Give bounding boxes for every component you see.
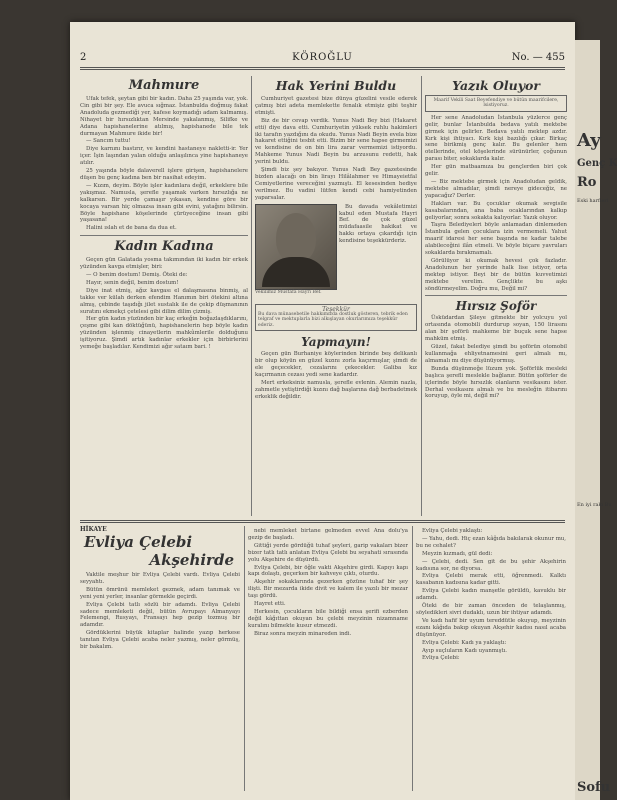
column-middle <box>255 76 417 402</box>
paragraph: Evliya Çelebi merak etti, öğrenmedi. Kalktı kasabanın kadısına kadar gitti. <box>416 573 566 587</box>
article-hak-yerini-buldu <box>255 96 417 202</box>
paragraph: Evliya Çelebi yaklaştı: <box>422 528 483 534</box>
article-title-yazik-oluyor: Yazık Oluyor <box>452 78 540 93</box>
article-hirsiz-sofor <box>425 315 567 400</box>
paragraph: Biraz sonra meyzin minareden indi. <box>254 630 352 637</box>
paragraph: Halini ıslah et de bana da dua et. <box>86 225 177 232</box>
paragraph: Biz de bir cevap verdik. Yunus Nadi Bey bizi (Hakaret etti) diye dava etti. Cumhuriyetin yüksek ruhlu hakimleri iki tarafın yazdığını da okudu. Yunus Nadi Beyin evela bize hakaret ettiğini tesbit etti. Bizim bir sene hapse girmemizi ve kendisine de on bin lira zarar vermemizi istiyordu. Mahkeme Yunus Nadi Beyin bu arzusunu redetti, hak yerini buldu. <box>255 117 417 166</box>
paragraph: — Biz mektebe girmek için Anadoludan geldik, mektebe almadılar, şimdi nereye gideceğiz, ne yapacağız? Derler. <box>425 178 567 199</box>
article-yazik-oluyor <box>425 115 567 293</box>
paragraph: Evliya Çelebi, bir öğle vakti Akşehire girdi. Kapıyı kapı kapı dolaştı, geçerken bir kahveye çıktı, oturdu. <box>248 564 408 578</box>
paragraph: Güzel, fakat belediye şimdi bu şoförün otomobil kullanmağa ehliyetnamesini geri almalı mı, almamalı mı diye düşünüyormuş. <box>425 344 567 364</box>
thank-you-title: Teşekkür <box>322 305 350 313</box>
column-left <box>80 76 248 352</box>
story-title-line-2: Akşehirde <box>149 551 234 569</box>
article-hak-continued <box>339 204 417 246</box>
paragraph: — Kızım, deyim. Böyle işler kadınlara değil, erkeklere bile yakışmaz. Namusla, şerefle yaşamak varken hırsızlığa ne kalkarsın. Bir yerde çamaşır yıkasan, kendine göre bir kocaya varsan hiç olmazsa insan gibi evini, yatağını bilirsin. Böyle hapishane köşelerinde çürüyeceğine insan gibi yaşasana! <box>80 182 248 224</box>
adjacent-fragment: Ay <box>577 130 601 151</box>
article-title-hirsiz-sofor: Hırsız Şoför <box>455 299 537 314</box>
article-kadin-kadina <box>80 257 248 351</box>
article-divider <box>425 295 567 296</box>
article-title-mahmure: Mahmure <box>128 78 200 93</box>
paragraph: Ve kadı hafif bir uyum tereddütle okuyup, meyzinin ezanı kâğıda bakıp okuyan Akşehir kadısı nasıl acaba düşünüyor. <box>416 617 566 638</box>
paragraph: Evliya Çelebi: Kadı ya yaklaştı: <box>422 639 507 646</box>
paragraph: Evliya Çelebi: <box>422 655 460 662</box>
paragraph: Her gün kadın yüzünden bir kaç erkeğin boğazlaşdıklarını, çeşme gibi kan döktüğünü, hapishanelerin hep böyle kadın yüzünden işlenmiş cinayetlerin mahkûmlerile dolduğunu işitiyoruz. Şimdi artık kadınlar erkekler için birbirlerini yemeğe başladılar. Kendimizi ağır sataım bari. ! <box>80 316 248 351</box>
paragraph: Hayret etti. <box>254 601 286 608</box>
story-text-3 <box>416 528 566 662</box>
paragraph: Her gün matbaamıza bu gençlerden biri çok gelir. <box>425 164 567 178</box>
paragraph: Diye karnını bastırır, ve kendini hastaneye nakletti-ir. Yer içer. İşin laşından yalan olduğu anlaşılınca yine hapishaneye atılır. <box>80 146 248 167</box>
article-subtitle: Maarif Vekili Saat Beyefendiye ve bütün maarifcilere, lsistiyoruz. <box>425 95 567 112</box>
paragraph: Vaktile meşhur bir Evliya Çelebi vardı. Evliya Çelebi seyyahtı. <box>80 572 240 585</box>
portrait-photo <box>255 204 337 290</box>
article-title-kadin-kadina: Kadın Kadına <box>114 239 214 255</box>
issue-number: No. — 455 <box>511 52 565 63</box>
column-divider <box>421 76 422 516</box>
paragraph: Taşra Belediyeleri böyle anlamadan dinlemeden İstanbula gelen çocuklara izin vermemeli. Yahut maarif idaresi her sene başında ne kadar talebe alabileceğini ilân etmeli. Ve böyle biçare yavruları sokaklarda bırakmamalı. <box>425 222 567 257</box>
masthead-rule <box>80 67 565 68</box>
paragraph: Bu davada vekâletimizi kabul eden Mustafa Hayri Bef. de çok güzel müdafaasile hakikat ve hakkı ortaya çıkardığı için kendisine teşekkürderiz. <box>339 203 417 245</box>
paragraph: Hayır, senin değil, benim dostum! <box>86 279 179 286</box>
column-divider <box>412 526 413 791</box>
paragraph: Akşehir sokaklarında gezerken gözüne tuhaf bir şey ilişti. Bir mezarda ikide divit ve kalem ile yazılı bir mezar taşı gördü. <box>248 579 408 600</box>
story-column-2 <box>248 528 408 639</box>
section-label: HİKAYE <box>80 526 107 533</box>
story-column-1 <box>80 526 240 652</box>
portrait-body <box>262 257 330 287</box>
paragraph: Evliya Çelebi tatlı sözlü bir adamdı. Evliya Çelebi sadece memleketi değil, bütün Avrupayı Almanyayı Felemengi, Rusyayı, Fransayı hep gezip tozmuş bir adamdır. <box>80 601 240 629</box>
adjacent-fragment: Ro <box>577 175 597 190</box>
paragraph: 25 yaşında böyle dalaverell işlere girişen, hapishanelere düşen bu genç kadına ben bir nasihat edeyim. <box>80 168 248 181</box>
thank-you-note: Bu dava münasebetile hakkımızda dostluk gösteren, tebrik eden telgraf ve mektuplarla bizi alkışlayan okurlarımıza teşekkür ederiz. <box>258 312 408 328</box>
story-title-line-1: Evliya Çelebi <box>84 533 193 551</box>
column-divider <box>244 526 245 791</box>
paragraph: — O benim dostum! Demiş. Öteki de: <box>86 272 188 279</box>
paragraph: Ayıp suçluların Kadı uyanmıştı. <box>422 647 508 654</box>
paragraph: Her sene Anadoludan İstanbula yüzlerce genç gelir, bunlar İstanbulda bedava yatılı mektebe girmek için gelirler. Bedava yatılı mektep azdır. Kırk kişi ihtiyacı. Kırk kişi bazılığı çıkar. Birkaç sene birikmiş genç kalır. Bu gelenler hem otellerinde, otel köşelerinde sürünürler, çoğunun parası biter, sokaklarda kalır. <box>425 114 567 163</box>
paragraph: Evliya Çelebi kadın manşetle görüldü, kavuklu bir adamdı. <box>416 588 566 602</box>
paragraph: Herkesin, çocukların bile bildiği ensa şerifi ezberden değil kâğıttan okuyan bu çelebi meyzinin nizamname kuralını bilmekte kusur etmezdi. <box>248 608 408 629</box>
paragraph: Meyzin kızmadı, gül dedi: <box>422 550 493 557</box>
paragraph: Gittiği yerde gördüğü tuhaf şeyleri, garip vakaları bizer bizer tatlı tatlı anlatan Evliya Çelebi bu seyahati sırasında yolu Akşehire de düşürdü. <box>248 542 408 563</box>
adjacent-fragment: Eski harflerl <box>577 198 609 204</box>
paragraph: Cumhuriyet gazetesi bize dünya güzelini vesile ederek çatmış bizi adeta memlekette fenalık etmişiz gibi teşhir etmişti. <box>255 96 417 116</box>
adjacent-fragment: En iyi rakı Bu <box>577 502 612 508</box>
column-right <box>425 76 567 401</box>
page-number: 2 <box>80 52 87 63</box>
paragraph: Mert erkeksiniz namusla, şerefle evlenin. Alemin nazla, zahmetle yetiştirdiği kızını dağ başlarına dağ berbadetmek erkeklik değildir. <box>255 379 417 400</box>
paragraph: nebi memleket birtane gelmeden evvel Ana dolu'ya gezip de başladı. <box>248 528 408 541</box>
paragraph: — Çelebi, dedi. Sen git de bu şehir Akşehirin kadısına sor, ne diyorsa. <box>416 558 566 572</box>
paragraph: Şimdi biz şey bakıyor. Yunus Nadi Bey gazetesinde bizden alacağı on bin lirayı Hilâlahmer ve Himayeietfal Cemiyetlerine vereceğini yazmıştı. El kesesinden hediye verilmez. Bu vadini lütfen kendi cebi hamiyetinden yaparsalar. <box>255 167 417 201</box>
paragraph: — Sancım tuttu! <box>86 138 131 145</box>
paragraph: Gördüklerini büyük kitaplar halinde yazıp herkese tanıtan Evliya Çelebi acaba neler yazmış, neler görmüş, bir bakalım. <box>80 630 240 651</box>
paragraph: Görülüyor ki okumak hevesi çok fazladır. Anadolunun her yerinde halk lise istiyor, orta mektep istiyor. Beyi bir de bütün kuvvetimizi mektebe verelim. Gençlikte bu aşkı söndürmeyelim. Doğru mu, Değil mi? <box>425 257 567 292</box>
portrait-face <box>276 213 316 263</box>
paragraph: Bunda düşünmeğe lüzum yok. Şoförlük mesleki başlıca şerefli meslekle bağlanır. Bütün şoförler de içlerinde böyle hırsızlık olanların vesikasını ister. Derhal vesikasını almalı ve bu mesleğin itibarını koruyup, öyle mi, değil mi? <box>425 365 567 400</box>
story-text-2 <box>248 528 408 638</box>
paragraph: Üsküdardan Şileye gitmekte bir yolcuyu yol ortasında otomobili durdurup soyan, 150 lirasını alan bir şoförü mahkeme bir buçuk sene hapse mahküm etmiş. <box>425 315 567 343</box>
paragraph: Geçen gün Burhaniye köylerinden birinde beş delikanlı bir olup köyün en güzel kızını zorla kaçırmışlar, şimdi de ele geçecekler, cezalarını çekecekler. Galiba kız kaçırmanın cezası yedi sene kadardır. <box>255 351 417 378</box>
article-mahmure <box>80 96 248 232</box>
column-divider <box>251 76 252 516</box>
paragraph: Hakları var. Bu çocuklar okumak sevgisile kasabalarından, ana baba ocaklarından kalkıp geliyorlar, sonra sokakta kalıyorlar. Yazık oluyor. <box>425 200 567 221</box>
adjacent-fragment: Sofu <box>577 780 611 795</box>
adjacent-fragment: Genç K <box>577 158 617 169</box>
paragraph: Geçen gün Galatada yosma takımından iki kadın bir erkek yüzünden kavga etmişler, biri: <box>80 257 248 271</box>
article-divider <box>80 235 248 236</box>
article-yapmayin <box>255 351 417 400</box>
story-column-3 <box>416 528 566 663</box>
photo-block <box>255 204 417 316</box>
story-text-1 <box>80 572 240 651</box>
newspaper-page <box>70 22 575 800</box>
paragraph: — Yahu, dedi. Hiç ezan kâğıda bakılarak okunur mu, bu ne cehalet? <box>416 535 566 549</box>
paragraph: Bütün ömrünü memleket gezmek, adam tanımak ve yeni yeni yerler, insanlar görmekle geçirdi. <box>80 586 240 600</box>
section-rule-2 <box>80 522 565 523</box>
paragraph: Öteki de bir zaman önceden de telaşlanmış, söyledikleri sivri dudaklı, uzun bir ihtiyar adamdı. <box>416 603 566 616</box>
section-rule <box>80 520 565 521</box>
masthead-rule-2 <box>80 69 565 70</box>
article-title-hak-yerini-buldu: Hak Yerini Buldu <box>275 78 397 93</box>
photo-name: Vekilimiz Mustafa Hayri Bef. <box>255 289 322 295</box>
paragraph: Ufak tefek, şeytan gibi bir kadın. Daha 25 yaşında var, yok. Cin gibi bir şey. Ele avuca sığmaz. İstanbulda doğmuş fakat Anadoluda gezmediği yer, kafese koymadığı adam kalmamış. Nihayet bir hırsızlıktan Mersinde yakalanmış, Silifke ve Adana hapishanelerine atılmış, hapishanede bile tek durmayan Mahmure ikide bir! <box>80 96 248 137</box>
paper-title: KÖROĞLU <box>292 52 353 63</box>
article-title-yapmayin: Yapmayın! <box>301 335 371 350</box>
adjacent-page-edge <box>575 40 617 800</box>
masthead <box>80 52 565 66</box>
paragraph: Diye inat etmiş, ağız kavgası el dalaşmasına binmiş, al takke ver külah derken efendim Hanımın biri ötekini altına almış, çebinde taşıdığı jilet sustalık ile de çekip düşmanının suratını ekmekçi çetelesi gibi dilim dilim çizmiş. <box>80 287 248 315</box>
